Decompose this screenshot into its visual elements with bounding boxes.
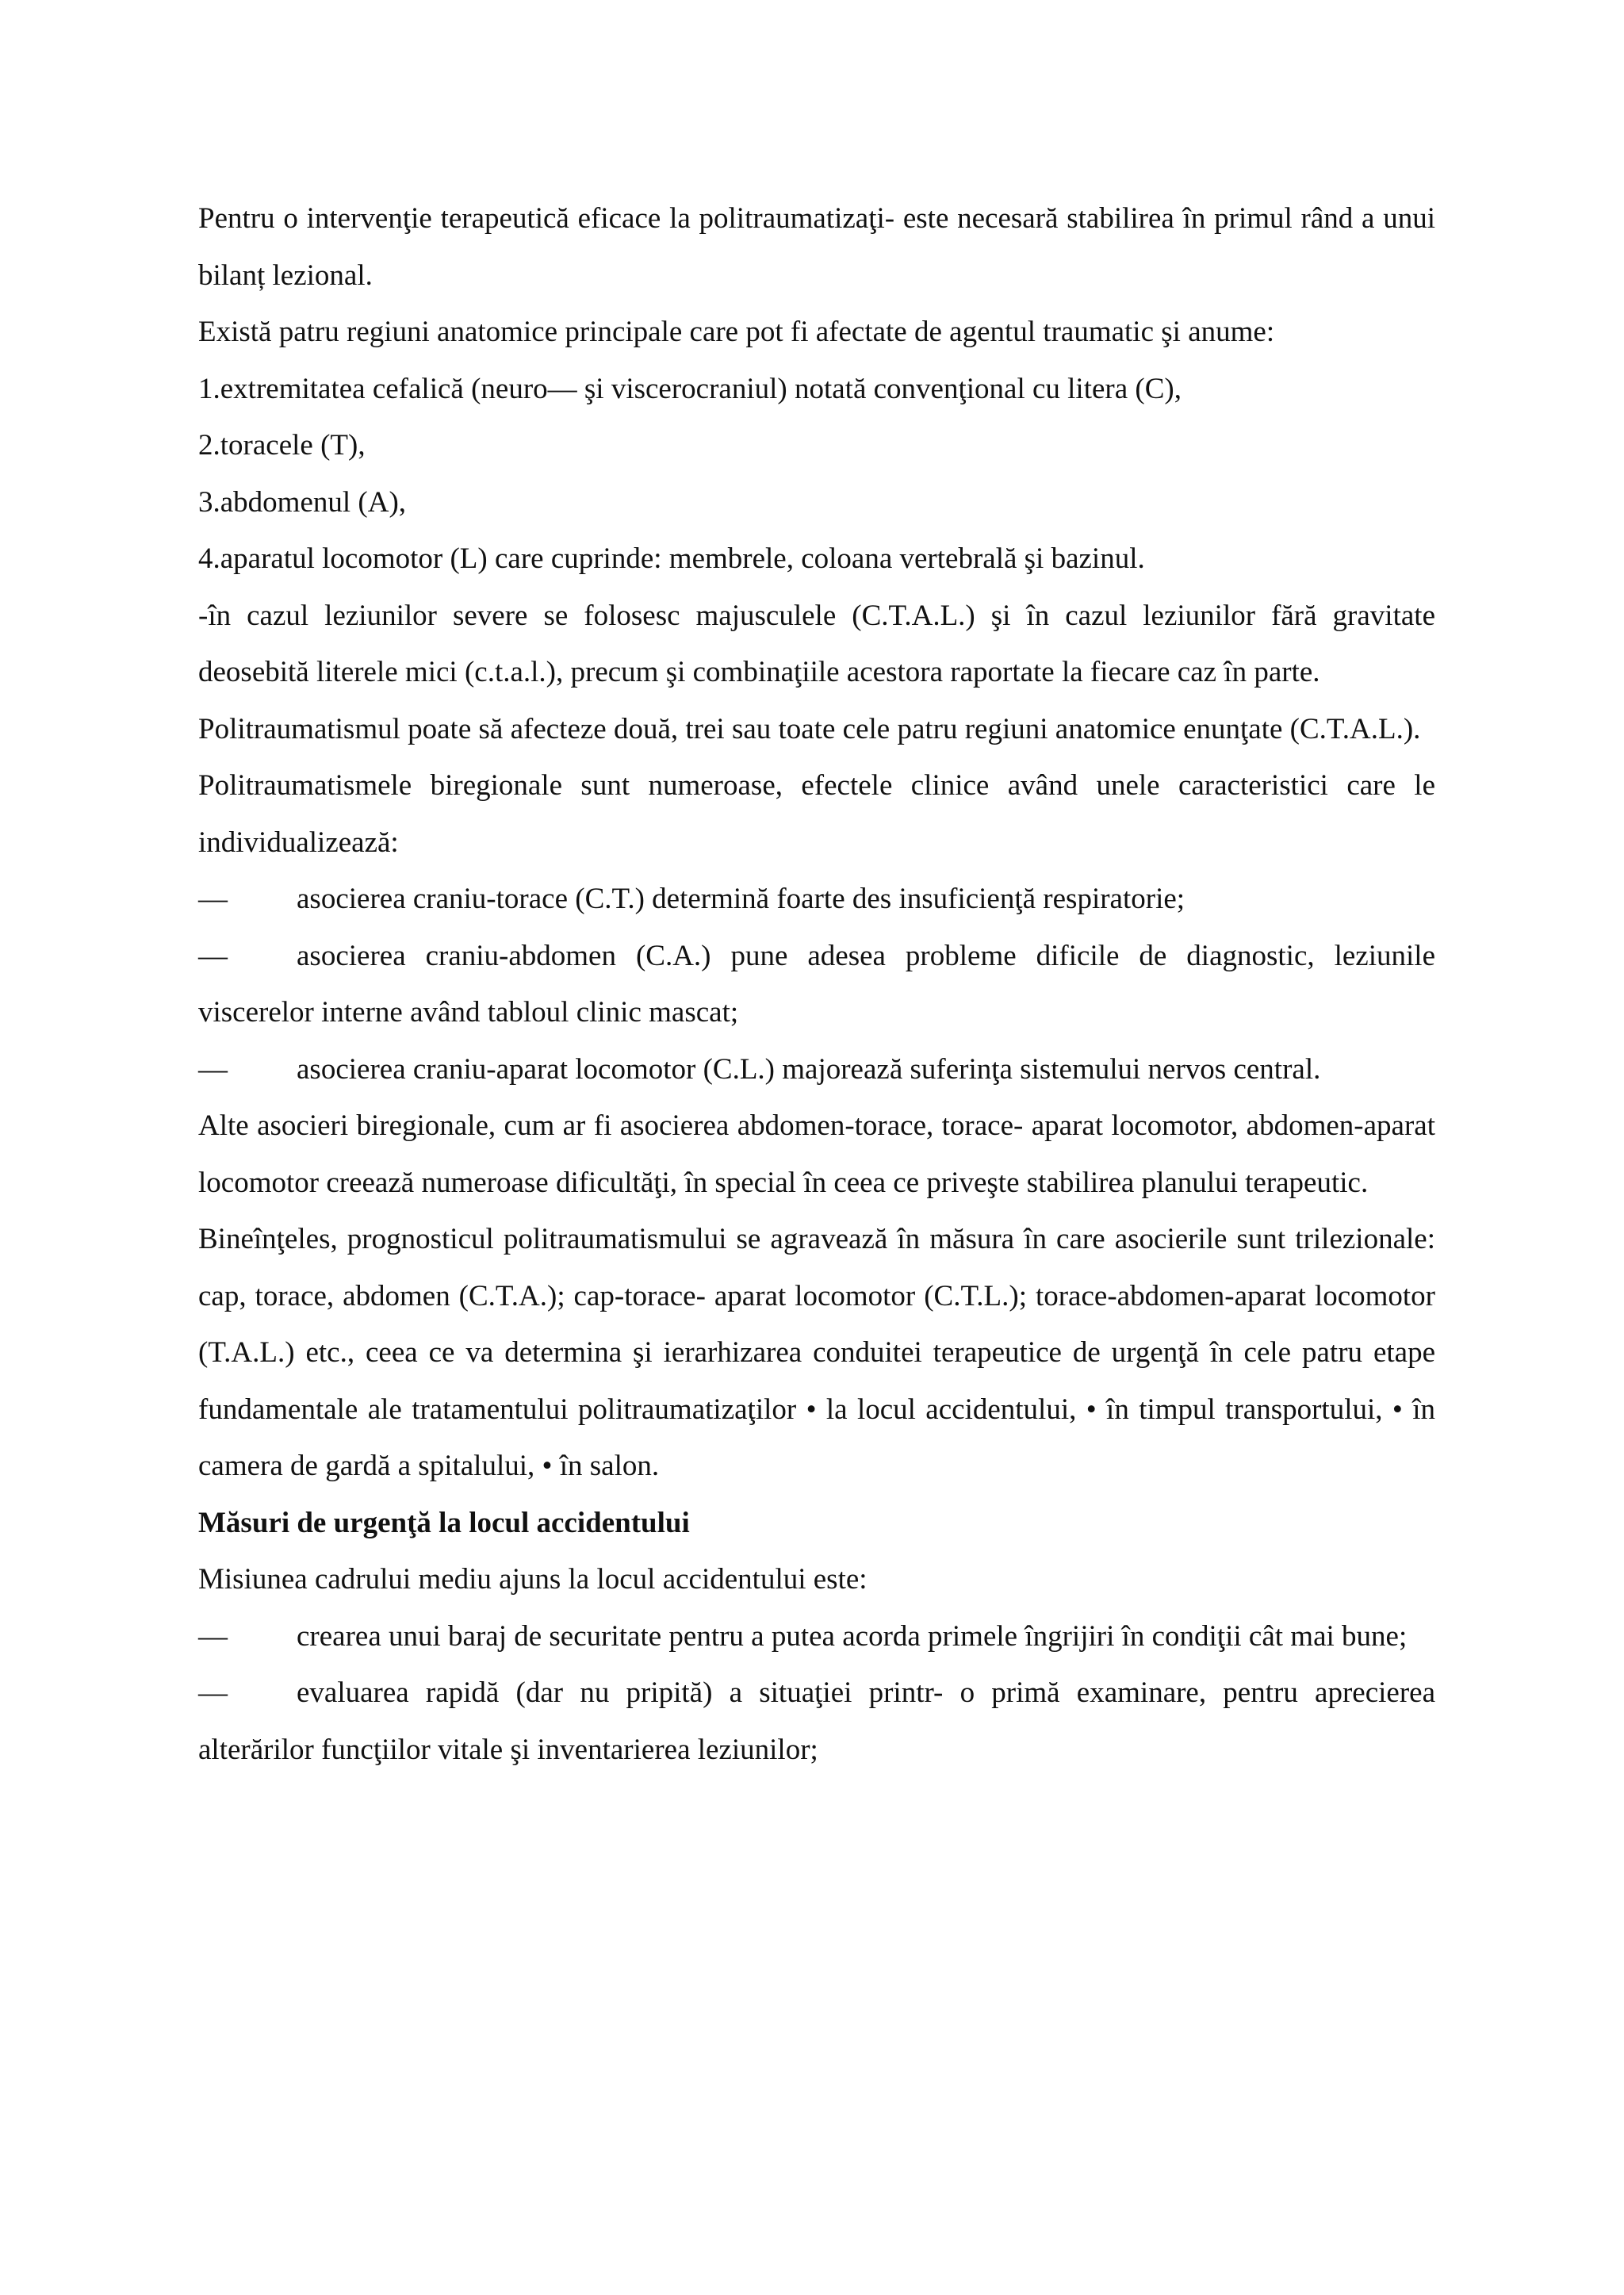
paragraph-polytrauma: Politraumatismul poate să afecteze două, trei sau toate cele patru regiuni anatomice enunţate (C.T.A.L.). (198, 712, 1421, 745)
dash-item-text: evaluarea rapidă (dar nu pripită) a situaţiei printr- o primă examinare, pentru aprecierea alterărilor funcţiilor vitale şi inventarierea leziunilor; (198, 1676, 1435, 1766)
dash-item-rapid-evaluation (198, 1665, 1435, 1778)
paragraph-other-associations: Alte asocieri biregionale, cum ar fi asocierea abdomen-torace, torace- aparat locomotor, abdomen-aparat locomotor creează numeroase dificultăţi, în special în ceea ce priveşte stabilirea planului terapeutic. (198, 1109, 1435, 1199)
paragraph-mission: Misiunea cadrului mediu ajuns la locul accidentului este: (198, 1563, 868, 1596)
dash-item-cranio-locomotor (198, 1041, 1435, 1098)
dash-item-text: asocierea craniu-torace (C.T.) determină foarte des insuficienţă respiratorie; (297, 883, 1185, 915)
list-item-locomotor: 4.aparatul locomotor (L) care cuprinde: membrele, coloana vertebrală şi bazinul. (198, 542, 1145, 575)
paragraph-intro: Pentru o intervenţie terapeutică eficace la politraumatizaţi- este necesară stabilirea în primul rând a unui bilanț lezional. (198, 202, 1435, 292)
dash-item-cranio-thorax (198, 871, 1435, 928)
paragraph-regions: Există patru regiuni anatomice principale care pot fi afectate de agentul traumatic şi anume: (198, 316, 1275, 348)
paragraph-notation: -în cazul leziunilor severe se folosesc majusculele (C.T.A.L.) şi în cazul leziunilor fără gravitate deosebită literele mici (c.t.a.l.), precum şi combinaţiile acestora raportate la fiecare caz în parte. (198, 599, 1435, 688)
dash-item-text: asocierea craniu-abdomen (C.A.) pune adesea probleme dificile de diagnostic, leziunile viscerelor interne având tabloul clinic mascat; (198, 939, 1435, 1029)
dash-marker: — (198, 1052, 228, 1086)
list-item-thorax: 2.toracele (T), (198, 429, 366, 462)
dash-marker: — (198, 1676, 228, 1709)
document-body (198, 190, 1435, 1778)
dash-item-text: asocierea craniu-aparat locomotor (C.L.) majorează suferinţa sistemului nervos central. (297, 1052, 1321, 1086)
dash-item-safety-barrier (198, 1608, 1435, 1665)
paragraph-biregional: Politraumatismele biregionale sunt numeroase, efectele clinice având unele caracteristici care le individualizează: (198, 769, 1435, 859)
dash-item-cranio-abdomen (198, 928, 1435, 1041)
dash-item-text: crearea unui baraj de securitate pentru a putea acorda primele îngrijiri în condiţii cât mai bune; (297, 1619, 1408, 1653)
section-heading: Măsuri de urgenţă la locul accidentului (198, 1506, 690, 1539)
list-item-abdomen: 3.abdomenul (A), (198, 485, 407, 519)
dash-marker: — (198, 883, 228, 915)
paragraph-prognosis: Bineînţeles, prognosticul politraumatismului se agravează în măsura în care asocierile sunt trilezionale: cap, torace, abdomen (C.T.A.); cap-torace- aparat locomotor (C.T.L.); torace-abdomen-aparat locomotor (T.A.L.) etc., ceea ce va determina şi ierarhizarea conduitei terapeutice de urgenţă în cele patru etape fundamentale ale tratamentului politraumatizaţilor • la locul accidentului, • în timpul transportului, • în camera de gardă a spitalului, • în salon. (198, 1223, 1435, 1482)
dash-marker: — (198, 1619, 228, 1653)
dash-marker: — (198, 939, 228, 972)
list-item-cephalic: 1.extremitatea cefalică (neuro— şi viscerocraniul) notată convenţional cu litera (C), (198, 372, 1182, 405)
